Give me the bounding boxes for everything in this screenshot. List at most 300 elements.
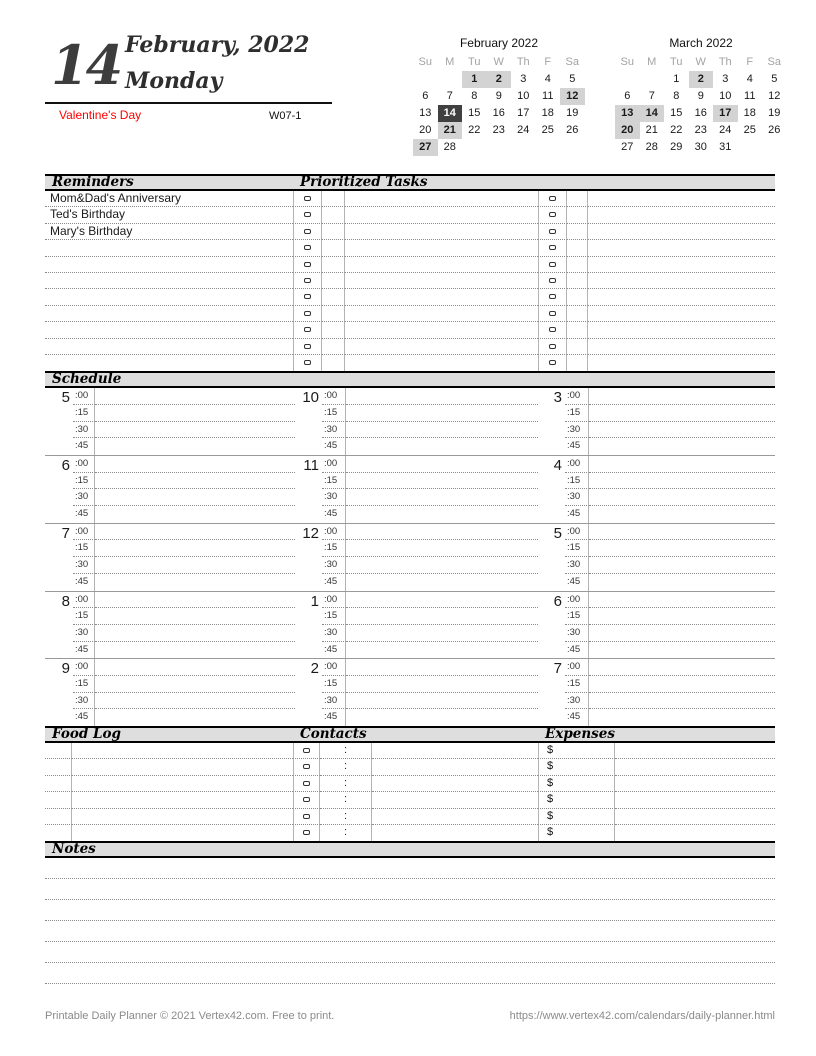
expense-currency-cell: $ — [538, 825, 615, 841]
task-text-cell — [588, 191, 775, 207]
calendar-day: 29 — [670, 141, 683, 153]
expense-currency-cell: $ — [538, 809, 615, 825]
hour-label: 10 — [302, 389, 319, 407]
minute-label: :15 — [565, 405, 589, 422]
hour-label: 1 — [310, 592, 319, 610]
calendar-day: 3 — [520, 73, 527, 85]
notes-title: Notes — [52, 841, 96, 858]
food-log-title: Food Log — [52, 726, 121, 743]
calendar-day: 8 — [471, 90, 478, 102]
task-text-cell — [588, 240, 775, 256]
notes-area — [45, 858, 775, 984]
minute-label: :45 — [73, 506, 95, 523]
task-text-cell — [345, 273, 538, 289]
contact-bullet-icon — [303, 814, 310, 819]
schedule-write-area — [589, 625, 775, 642]
task-checkbox-cell — [538, 306, 567, 322]
schedule-write-area — [346, 405, 538, 422]
task-checkbox-cell — [293, 306, 322, 322]
reminder-row — [45, 306, 293, 322]
schedule-write-area — [95, 574, 295, 591]
expense-currency-cell: $ — [538, 743, 615, 759]
schedule-write-area — [346, 608, 538, 625]
minute-label: :00 — [322, 592, 346, 609]
schedule-write-area — [346, 592, 538, 609]
calendar-day: 12 — [768, 90, 781, 102]
food-contacts-expenses-grid — [45, 743, 775, 841]
schedule-write-area — [95, 540, 295, 557]
task-text-cell — [588, 289, 775, 305]
minute-label: :30 — [322, 489, 346, 506]
contact-time-cell: : — [320, 776, 372, 792]
contact-bullet-icon — [303, 748, 310, 753]
minute-label: :15 — [73, 540, 95, 557]
schedule-write-area — [589, 489, 775, 506]
calendar-title: February 2022 — [459, 36, 539, 50]
expense-currency-cell: $ — [538, 776, 615, 792]
task-priority-cell — [567, 289, 588, 305]
notes-line — [45, 858, 775, 879]
calendar-grid — [413, 54, 585, 156]
schedule-write-area — [346, 524, 538, 541]
calendar-day: 9 — [697, 90, 704, 102]
calendar-day-name: Th — [516, 56, 530, 68]
minute-label: :45 — [322, 506, 346, 523]
schedule-write-area — [95, 405, 295, 422]
task-checkbox-cell — [293, 322, 322, 338]
food-log-text-cell — [72, 759, 293, 775]
task-bullet-icon — [549, 229, 556, 234]
minute-label: :15 — [73, 608, 95, 625]
minute-label: :30 — [322, 693, 346, 710]
task-bullet-icon — [549, 360, 556, 365]
mini-calendar-current-month — [413, 36, 585, 156]
minute-label: :45 — [322, 438, 346, 455]
task-bullet-icon — [304, 245, 311, 250]
calendar-day: 23 — [694, 124, 707, 136]
reminder-row — [45, 339, 293, 355]
footer-copyright: Printable Daily Planner © 2021 Vertex42.com. Free to print. — [45, 1010, 335, 1023]
schedule-hour-block — [538, 524, 775, 592]
task-priority-cell — [322, 339, 345, 355]
calendar-day-name: F — [544, 56, 552, 68]
minute-label: :30 — [565, 557, 589, 574]
task-priority-cell — [322, 191, 345, 207]
task-text-cell — [588, 339, 775, 355]
task-bullet-icon — [304, 344, 311, 349]
calendar-day: 23 — [492, 124, 505, 136]
contact-checkbox-cell — [293, 792, 320, 808]
minute-label: :45 — [73, 642, 95, 659]
schedule-write-area — [95, 422, 295, 439]
calendar-day: 13 — [419, 107, 432, 119]
minute-label: :00 — [73, 456, 95, 473]
calendar-day — [462, 139, 487, 156]
minute-label: :45 — [73, 438, 95, 455]
food-log-text-cell — [72, 743, 293, 759]
calendar-day: 9 — [495, 90, 502, 102]
schedule-write-area — [589, 592, 775, 609]
schedule-hour-block — [295, 456, 538, 524]
minute-label: :00 — [73, 659, 95, 676]
schedule-write-area — [346, 659, 538, 676]
schedule-write-area — [589, 642, 775, 659]
task-text-cell — [588, 306, 775, 322]
task-bullet-icon — [549, 278, 556, 283]
task-priority-cell — [567, 306, 588, 322]
calendar-day-name: Th — [718, 56, 732, 68]
schedule-hour-block — [295, 592, 538, 660]
contact-time-cell: : — [320, 825, 372, 841]
expense-amount-cell — [615, 743, 775, 759]
holiday-label: Valentine's Day — [59, 108, 142, 122]
task-bullet-icon — [549, 245, 556, 250]
expense-amount-cell — [615, 825, 775, 841]
calendar-day: 11 — [744, 90, 756, 102]
task-text-cell — [345, 306, 538, 322]
schedule-column — [295, 388, 538, 726]
calendar-day-name: W — [493, 56, 504, 68]
schedule-hour-block — [295, 524, 538, 592]
task-bullet-icon — [549, 262, 556, 267]
minute-label: :15 — [322, 405, 346, 422]
task-checkbox-cell — [293, 355, 322, 371]
contact-checkbox-cell — [293, 776, 320, 792]
schedule-write-area — [95, 709, 295, 726]
food-log-meal-cell — [45, 743, 72, 759]
schedule-write-area — [589, 388, 775, 405]
expense-amount-cell — [615, 809, 775, 825]
schedule-write-area — [95, 388, 295, 405]
calendar-day — [413, 71, 438, 88]
task-bullet-icon — [549, 196, 556, 201]
calendar-day: 8 — [673, 90, 680, 102]
calendar-day: 24 — [719, 124, 732, 136]
minute-label: :00 — [322, 524, 346, 541]
calendar-day: 20 — [419, 124, 432, 136]
hour-label: 9 — [61, 660, 70, 678]
calendar-day: 25 — [541, 124, 554, 136]
schedule-write-area — [589, 709, 775, 726]
schedule-write-area — [346, 642, 538, 659]
header-divider — [45, 102, 332, 104]
hour-label: 2 — [310, 660, 319, 678]
task-priority-cell — [322, 240, 345, 256]
notes-line — [45, 879, 775, 900]
calendar-day-name: W — [695, 56, 706, 68]
schedule-hour-block — [538, 388, 775, 456]
hour-label: 5 — [553, 524, 562, 542]
task-bullet-icon — [304, 294, 311, 299]
food-log-meal-cell — [45, 776, 72, 792]
minute-label: :00 — [322, 456, 346, 473]
calendar-day-name: Su — [620, 56, 634, 68]
calendar-day-name: Su — [418, 56, 432, 68]
expenses-title: Expenses — [545, 726, 615, 743]
schedule-write-area — [95, 642, 295, 659]
reminder-row: Ted's Birthday — [45, 207, 293, 223]
task-bullet-icon — [304, 360, 311, 365]
calendar-day — [738, 139, 763, 156]
task-text-cell — [345, 355, 538, 371]
task-checkbox-cell — [538, 355, 567, 371]
notes-line — [45, 921, 775, 942]
calendar-day — [615, 71, 640, 88]
calendar-day-highlighted: 1 — [462, 71, 487, 88]
calendar-day: 11 — [542, 90, 554, 102]
calendar-day: 16 — [492, 107, 505, 119]
contact-text-cell — [372, 792, 538, 808]
task-priority-cell — [322, 257, 345, 273]
calendar-day-highlighted: 2 — [487, 71, 512, 88]
reminder-row — [45, 289, 293, 305]
reminder-row — [45, 240, 293, 256]
schedule-write-area — [95, 506, 295, 523]
calendar-day: 4 — [544, 73, 551, 85]
schedule-write-area — [95, 693, 295, 710]
schedule-hour-block — [45, 388, 295, 456]
calendar-day — [560, 139, 585, 156]
contact-time-cell: : — [320, 743, 372, 759]
day-number: 14 — [51, 33, 121, 97]
schedule-write-area — [589, 608, 775, 625]
calendar-day-highlighted: 20 — [615, 122, 640, 139]
task-priority-cell — [567, 355, 588, 371]
task-priority-cell — [322, 289, 345, 305]
expense-currency-cell: $ — [538, 759, 615, 775]
task-priority-cell — [322, 273, 345, 289]
contact-text-cell — [372, 809, 538, 825]
mini-calendar-next-month — [615, 36, 787, 156]
calendar-day: 19 — [566, 107, 579, 119]
food-log-meal-cell — [45, 792, 72, 808]
task-text-cell — [588, 257, 775, 273]
schedule-write-area — [346, 438, 538, 455]
task-text-cell — [345, 339, 538, 355]
food-log-meal-cell — [45, 809, 72, 825]
expense-amount-cell — [615, 759, 775, 775]
calendar-day — [762, 139, 787, 156]
calendar-day-name: M — [647, 56, 657, 68]
calendar-grid — [615, 54, 787, 156]
minute-label: :00 — [73, 592, 95, 609]
planner-body — [45, 174, 775, 1022]
hour-label: 8 — [61, 592, 70, 610]
calendar-day-name: F — [746, 56, 754, 68]
task-text-cell — [345, 257, 538, 273]
month-year-title: February, 2022 — [125, 32, 310, 58]
calendar-day: 4 — [746, 73, 753, 85]
calendar-day: 31 — [719, 141, 732, 153]
calendar-day-name: M — [445, 56, 455, 68]
minute-label: :00 — [565, 659, 589, 676]
minute-label: :45 — [565, 574, 589, 591]
schedule-write-area — [346, 574, 538, 591]
calendar-day: 6 — [624, 90, 631, 102]
task-checkbox-cell — [293, 339, 322, 355]
calendar-day-name: Sa — [767, 56, 781, 68]
calendar-day — [487, 139, 512, 156]
contact-bullet-icon — [303, 781, 310, 786]
calendar-day-highlighted: 14 — [640, 105, 665, 122]
hour-label: 3 — [553, 389, 562, 407]
calendar-day: 25 — [743, 124, 756, 136]
task-checkbox-cell — [538, 273, 567, 289]
reminders-tasks-grid — [45, 191, 775, 371]
task-priority-cell — [567, 224, 588, 240]
hour-label: 11 — [303, 457, 319, 475]
calendar-day — [536, 139, 561, 156]
schedule-write-area — [589, 557, 775, 574]
task-text-cell — [345, 322, 538, 338]
task-priority-cell — [322, 224, 345, 240]
schedule-write-area — [346, 709, 538, 726]
schedule-hour-block — [45, 456, 295, 524]
schedule-write-area — [346, 473, 538, 490]
task-checkbox-cell — [293, 273, 322, 289]
calendar-day: 26 — [566, 124, 579, 136]
task-bullet-icon — [304, 262, 311, 267]
minute-label: :15 — [322, 676, 346, 693]
schedule-write-area — [346, 625, 538, 642]
minute-label: :00 — [322, 388, 346, 405]
minute-label: :00 — [565, 388, 589, 405]
hour-label: 6 — [553, 592, 562, 610]
schedule-write-area — [589, 574, 775, 591]
task-bullet-icon — [549, 212, 556, 217]
minute-label: :45 — [565, 438, 589, 455]
calendar-day — [640, 71, 665, 88]
task-checkbox-cell — [293, 224, 322, 240]
schedule-write-area — [346, 540, 538, 557]
task-bullet-icon — [304, 327, 311, 332]
task-priority-cell — [322, 355, 345, 371]
reminder-row — [45, 355, 293, 371]
schedule-write-area — [589, 659, 775, 676]
contact-text-cell — [372, 825, 538, 841]
task-bullet-icon — [304, 311, 311, 316]
contact-time-cell: : — [320, 809, 372, 825]
schedule-write-area — [95, 456, 295, 473]
task-checkbox-cell — [293, 191, 322, 207]
calendar-day: 15 — [670, 107, 683, 119]
task-priority-cell — [322, 306, 345, 322]
calendar-day: 17 — [517, 107, 530, 119]
minute-label: :00 — [73, 524, 95, 541]
calendar-day: 30 — [694, 141, 707, 153]
task-checkbox-cell — [538, 207, 567, 223]
schedule-hour-block — [538, 456, 775, 524]
calendar-day-name: Tu — [468, 56, 481, 68]
task-priority-cell — [567, 240, 588, 256]
minute-label: :30 — [565, 693, 589, 710]
calendar-day: 10 — [517, 90, 530, 102]
task-priority-cell — [567, 207, 588, 223]
notes-line — [45, 963, 775, 984]
schedule-write-area — [95, 608, 295, 625]
minute-label: :00 — [322, 659, 346, 676]
minute-label: :45 — [73, 574, 95, 591]
schedule-column — [538, 388, 775, 726]
notes-line — [45, 942, 775, 963]
calendar-day-name: Sa — [565, 56, 579, 68]
calendar-day-highlighted: 17 — [713, 105, 738, 122]
schedule-write-area — [589, 506, 775, 523]
minute-label: :30 — [565, 625, 589, 642]
contact-checkbox-cell — [293, 759, 320, 775]
schedule-title: Schedule — [52, 371, 122, 388]
calendar-day: 27 — [621, 141, 634, 153]
food-log-text-cell — [72, 809, 293, 825]
food-log-text-cell — [72, 792, 293, 808]
calendar-day: 24 — [517, 124, 530, 136]
minute-label: :30 — [565, 422, 589, 439]
task-text-cell — [345, 191, 538, 207]
task-checkbox-cell — [538, 289, 567, 305]
schedule-write-area — [95, 473, 295, 490]
schedule-write-area — [589, 438, 775, 455]
calendar-day: 5 — [771, 73, 778, 85]
contact-bullet-icon — [303, 830, 310, 835]
minute-label: :30 — [322, 625, 346, 642]
task-checkbox-cell — [538, 240, 567, 256]
minute-label: :45 — [565, 709, 589, 726]
calendar-day: 3 — [722, 73, 729, 85]
footer-url-link[interactable]: https://www.vertex42.com/calendars/daily-planner.html — [509, 1010, 775, 1023]
task-text-cell — [588, 273, 775, 289]
schedule-write-area — [589, 422, 775, 439]
schedule-hour-block — [538, 592, 775, 660]
week-code: W07-1 — [269, 110, 302, 122]
schedule-write-area — [95, 524, 295, 541]
minute-label: :00 — [565, 592, 589, 609]
schedule-write-area — [346, 506, 538, 523]
minute-label: :15 — [73, 676, 95, 693]
schedule-hour-block — [295, 659, 538, 726]
minute-label: :45 — [565, 506, 589, 523]
food-contacts-expenses-header — [45, 726, 775, 743]
expense-amount-cell — [615, 776, 775, 792]
task-text-cell — [588, 224, 775, 240]
task-text-cell — [345, 240, 538, 256]
task-text-cell — [345, 207, 538, 223]
calendar-day: 28 — [645, 141, 658, 153]
minute-label: :15 — [322, 608, 346, 625]
minute-label: :15 — [565, 473, 589, 490]
schedule-write-area — [589, 540, 775, 557]
minute-label: :30 — [322, 422, 346, 439]
minute-label: :30 — [73, 625, 95, 642]
notes-line — [45, 900, 775, 921]
task-checkbox-cell — [538, 339, 567, 355]
calendar-day-highlighted: 12 — [560, 88, 585, 105]
task-priority-cell — [567, 322, 588, 338]
task-checkbox-cell — [538, 257, 567, 273]
hour-label: 4 — [553, 457, 562, 475]
calendar-day: 15 — [468, 107, 481, 119]
task-checkbox-cell — [538, 322, 567, 338]
calendar-day: 28 — [443, 141, 456, 153]
schedule-write-area — [589, 405, 775, 422]
schedule-write-area — [346, 676, 538, 693]
calendar-day-name: Tu — [670, 56, 683, 68]
calendar-day-highlighted: 2 — [689, 71, 714, 88]
contact-time-cell: : — [320, 792, 372, 808]
calendar-day: 18 — [541, 107, 554, 119]
schedule-write-area — [95, 557, 295, 574]
reminder-row — [45, 273, 293, 289]
schedule-hour-block — [45, 524, 295, 592]
